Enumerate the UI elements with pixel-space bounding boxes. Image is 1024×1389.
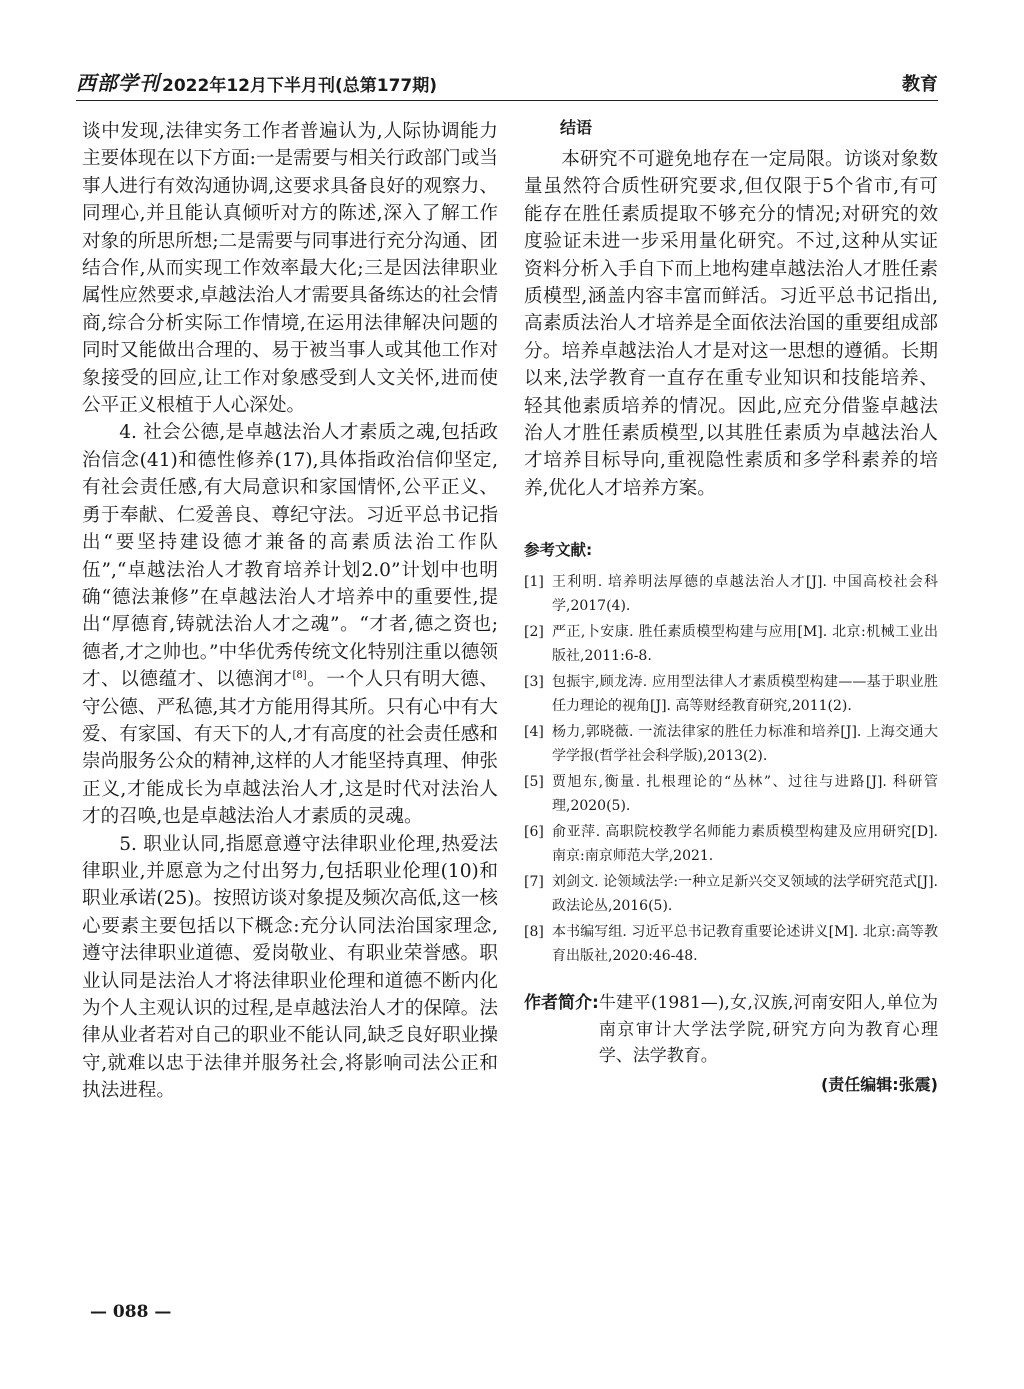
reference-number: [7]	[524, 874, 544, 891]
reference-number: [4]	[524, 724, 544, 741]
reference-text: 俞亚萍. 高职院校教学名师能力素质模型构建及应用研究[D]. 南京:南京师范大学,2021.	[552, 824, 938, 865]
reference-number: [1]	[524, 574, 544, 591]
reference-text: 刘剑文. 论领域法学:一种立足新兴交叉领域的法学研究范式[J]. 政法论丛,2016(5).	[552, 874, 938, 915]
author-label: 作者简介:	[524, 993, 599, 1014]
reference-number: [2]	[524, 624, 544, 641]
reference-number: [8]	[524, 924, 544, 941]
reference-item	[524, 770, 938, 818]
section-name: 教育	[902, 74, 938, 95]
reference-item	[524, 670, 938, 718]
journal-logo: 西部学刊	[76, 71, 160, 95]
reference-text: 严正,卜安康. 胜任素质模型构建与应用[M]. 北京:机械工业出版社,2011:6-8.	[552, 624, 938, 665]
author-text: 牛建平(1981—),女,汉族,河南安阳人,单位为南京审计大学法学院,研究方向为教育心理学、法学教育。	[598, 993, 938, 1067]
reference-item	[524, 570, 938, 618]
reference-item	[524, 870, 938, 918]
reference-item	[524, 920, 938, 968]
conclusion-heading: 结语	[560, 118, 593, 137]
issue-info: 2022年12月下半月刊(总第177期)	[162, 76, 437, 96]
responsible-editor: (责任编辑:张震)	[820, 1074, 938, 1094]
paragraph-2-text-b: 。一个人只有明大德、守公德、严私德,其才方能用得其所。只有心中有大爱、有家国、有天下的人,才有高度的社会责任感和崇尚服务公众的精神,这样的人才能坚持真理、伸张正义,才能成长为卓越法治人才,这是时代对法治人才的召唤,也是卓越法治人才素质的灵魂。	[82, 669, 498, 828]
reference-item	[524, 620, 938, 668]
body-paragraph-3: 5. 职业认同,指愿意遵守法律职业伦理,热爱法律职业,并愿意为之付出努力,包括职业伦理(10)和职业承诺(25)。按照访谈对象提及频次高低,这一核心要素主要包括以下概念:充分认同法治国家理念,遵守法律职业道德、爱岗敬业、有职业荣誉感。职业认同是法治人才将法律职业伦理和道德不断内化为个人主观认识的过程,是卓越法治人才的保障。法律从业者若对自己的职业不能认同,缺乏良好职业操守,就难以忠于法律并服务社会,将影响司法公正和执法进程。	[82, 833, 498, 1102]
reference-number: [6]	[524, 824, 544, 841]
journal-info	[76, 67, 437, 100]
reference-text: 包振宇,顾龙涛. 应用型法律人才素质模型构建——基于职业胜任力理论的视角[J]. 高等财经教育研究,2011(2).	[552, 674, 938, 715]
left-column	[82, 118, 498, 1105]
page-number: — 088 —	[90, 1302, 172, 1322]
body-paragraph-1: 谈中发现,法律实务工作者普遍认为,人际协调能力主要体现在以下方面:一是需要与相关行政部门或当事人进行有效沟通协调,这要求具备良好的观察力、同理心,并且能认真倾听对方的陈述,深入了解工作对象的所思所想;二是需要与同事进行充分沟通、团结合作,从而实现工作效率最大化;三是因法律职业属性应然要求,卓越法治人才需要具备练达的社会情商,综合分析实际工作情境,在运用法律解决问题的同时又能做出合理的、易于被当事人或其他工作对象接受的回应,让工作对象感受到人文关怀,进而使公平正义根植于人心深处。	[82, 121, 498, 417]
right-column	[524, 118, 938, 1095]
author-bio	[524, 990, 938, 1070]
reference-item	[524, 820, 938, 868]
reference-text: 王利明. 培养明法厚德的卓越法治人才[J]. 中国高校社会科学,2017(4).	[552, 574, 938, 615]
body-paragraph-2	[82, 419, 498, 830]
reference-number: [5]	[524, 774, 544, 791]
paragraph-2-text-a: 4. 社会公德,是卓越法治人才素质之魂,包括政治信念(41)和德性修养(17),具体指政治信仰坚定,有社会责任感,有大局意识和家国情怀,公平正义、勇于奉献、仁爱善良、尊纪守法。习近平总书记指出“要坚持建设德才兼备的高素质法治工作队伍”,“卓越法治人才教育培养计划2.0”计划中也明确“德法兼修”在卓越法治人才培养中的重要性,提出“厚德育,铸就法治人才之魂”。“才者,德之资也;德者,才之帅也。”中华优秀传统文化特别注重以德领才、以德蕴才、以德润才	[82, 422, 498, 691]
reference-number: [3]	[524, 674, 544, 691]
references-list	[524, 570, 938, 968]
reference-text: 杨力,郭晓薇. 一流法律家的胜任力标准和培养[J]. 上海交通大学学报(哲学社会科学版),2013(2).	[552, 724, 938, 765]
reference-text: 本书编写组. 习近平总书记教育重要论述讲义[M]. 北京:高等教育出版社,2020:46-48.	[552, 924, 938, 965]
citation-superscript: [8]	[292, 669, 307, 681]
conclusion-paragraph: 本研究不可避免地存在一定局限。访谈对象数量虽然符合质性研究要求,但仅限于5个省市,有可能存在胜任素质提取不够充分的情况;对研究的效度验证未进一步采用量化研究。不过,这种从实证资料分析入手自下而上地构建卓越法治人才胜任素质模型,涵盖内容丰富而鲜活。习近平总书记指出,高素质法治人才培养是全面依法治国的重要组成部分。培养卓越法治人才是对这一思想的遵循。长期以来,法学教育一直存在重专业知识和技能培养、轻其他素质培养的情况。因此,应充分借鉴卓越法治人才胜任素质模型,以其胜任素质为卓越法治人才培养目标导向,重视隐性素质和多学科素养的培养,优化人才培养方案。	[524, 149, 938, 499]
reference-text: 贾旭东,衡量. 扎根理论的“丛林”、过往与进路[J]. 科研管理,2020(5).	[552, 774, 938, 815]
reference-item	[524, 720, 938, 768]
references-title: 参考文献:	[524, 541, 593, 560]
page-header	[76, 70, 938, 101]
